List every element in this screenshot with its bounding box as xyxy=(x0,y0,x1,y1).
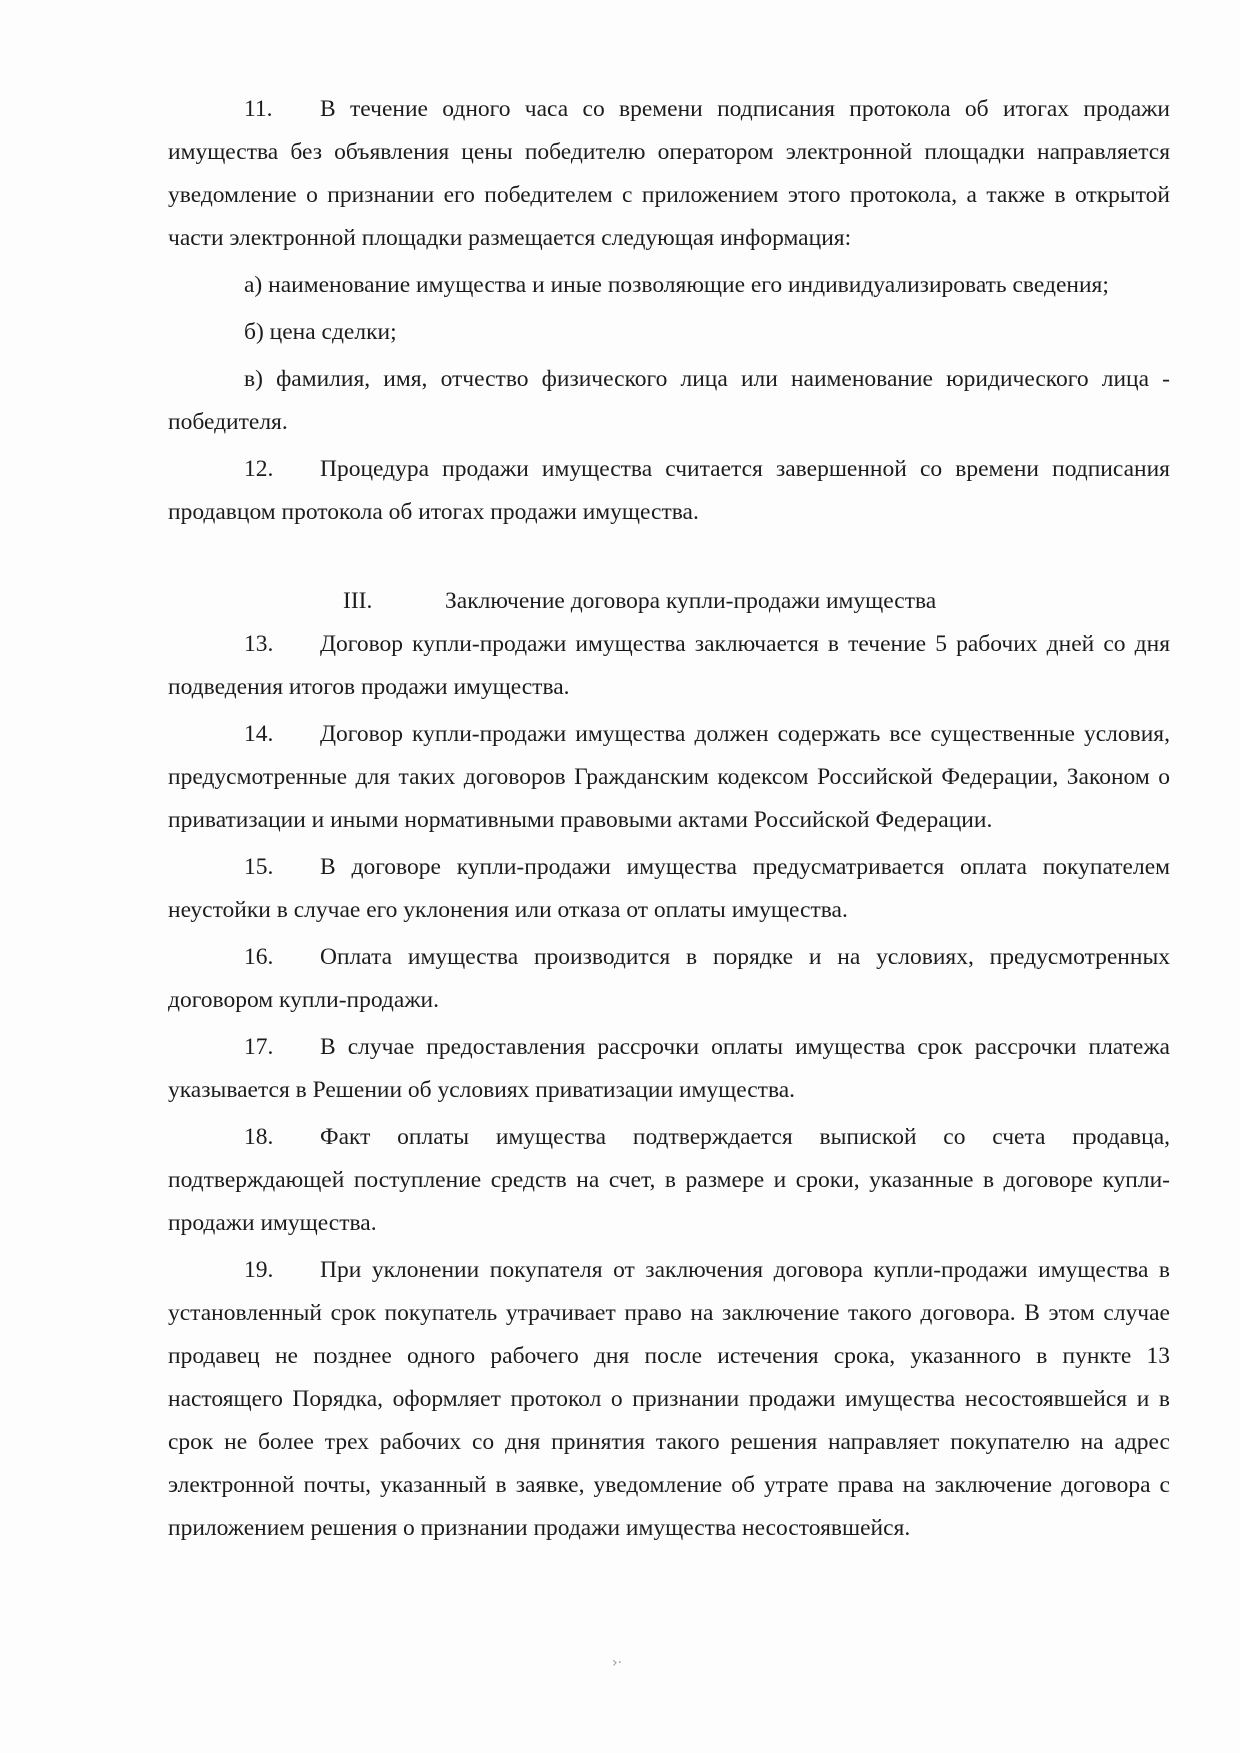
paragraph-text: Договор купли-продажи имущества должен содержать все существенные условия, предусмотренные для таких договоров Гражданским кодексом Российской Федерации, Законом о приватизации и иными нормативными правовыми актами Российской Федерации. xyxy=(168,721,1170,833)
paragraph-19 xyxy=(168,1249,1170,1550)
paragraph-text: Оплата имущества производится в порядке и на условиях, предусмотренных договором купли-продажи. xyxy=(168,944,1170,1013)
paragraph-text: Договор купли-продажи имущества заключается в течение 5 рабочих дней со дня подведения итогов продажи имущества. xyxy=(168,631,1170,700)
paragraph-text: Факт оплаты имущества подтверждается выпиской со счета продавца, подтверждающей поступление средств на счет, в размере и сроки, указанные в договоре купли-продажи имущества. xyxy=(168,1124,1170,1236)
paragraph-11 xyxy=(168,88,1170,260)
paragraph-number: 16. xyxy=(244,944,274,970)
paragraph-14 xyxy=(168,713,1170,842)
section-title: Заключение договора купли-продажи имущества xyxy=(445,588,937,614)
paragraph-15 xyxy=(168,846,1170,932)
paragraph-text: Процедура продажи имущества считается завершенной со времени подписания продавцом протокола об итогах продажи имущества. xyxy=(168,456,1170,525)
paragraph-number: 11. xyxy=(244,96,273,122)
paragraph-17 xyxy=(168,1026,1170,1112)
document-body xyxy=(168,88,1170,1550)
paragraph-text: При уклонении покупателя от заключения договора купли-продажи имущества в установленный срок покупатель утрачивает право на заключение такого договора. В этом случае продавец не позднее одного рабочего дня после истечения срока, указанного в пункте 13 настоящего Порядка, оформляет протокол о признании продажи имущества несостоявшейся и в срок не более трех рабочих со дня принятия такого решения направляет покупателю на адрес электронной почты, указанный в заявке, уведомление об утрате права на заключение договора с приложением решения о признании продажи имущества несостоявшейся. xyxy=(168,1257,1170,1541)
paragraph-number: 12. xyxy=(244,456,274,482)
paragraph-12 xyxy=(168,448,1170,534)
section-numeral: III. xyxy=(343,588,373,614)
paragraph-number: 14. xyxy=(244,721,274,747)
list-item-b: б) цена сделки; xyxy=(244,319,397,345)
list-item-c: в) фамилия, имя, отчество физического лица или наименование юридического лица - победителя. xyxy=(168,366,1170,435)
paragraph-number: 15. xyxy=(244,854,274,880)
paragraph-number: 13. xyxy=(244,631,274,657)
list-item-a: а) наименование имущества и иные позволяющие его индивидуализировать сведения; xyxy=(244,272,1109,298)
section-heading xyxy=(168,580,1170,623)
scan-speck: ›· xyxy=(612,1655,623,1671)
paragraph-number: 18. xyxy=(244,1124,274,1150)
paragraph-16 xyxy=(168,936,1170,1022)
paragraph-13 xyxy=(168,623,1170,709)
paragraph-number: 17. xyxy=(244,1034,274,1060)
paragraph-text: В договоре купли-продажи имущества предусматривается оплата покупателем неустойки в случае его уклонения или отказа от оплаты имущества. xyxy=(168,854,1170,923)
paragraph-18 xyxy=(168,1116,1170,1245)
paragraph-text: В течение одного часа со времени подписания протокола об итогах продажи имущества без объявления цены победителю оператором электронной площадки направляется уведомление о признании его победителем с приложением этого протокола, а также в открытой части электронной площадки размещается следующая информация: xyxy=(168,96,1170,251)
paragraph-number: 19. xyxy=(244,1257,274,1283)
paragraph-text: В случае предоставления рассрочки оплаты имущества срок рассрочки платежа указывается в Решении об условиях приватизации имущества. xyxy=(168,1034,1170,1103)
